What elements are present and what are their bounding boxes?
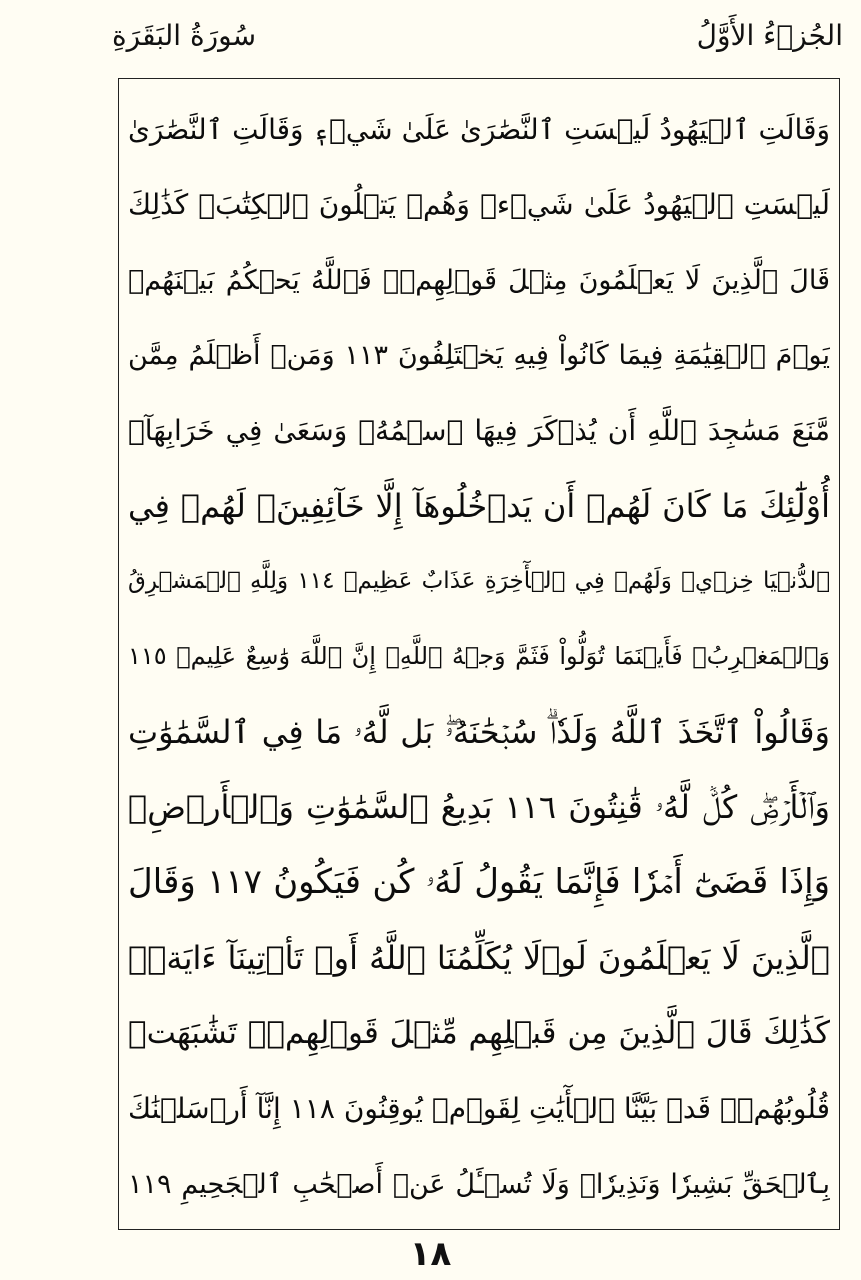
text-line-10: وَٱلۡأَرۡضِۖ كُلّٞ لَّهُۥ قَٰنِتُونَ ١١٦ بَدِيعُ ٱلسَّمَٰوَٰتِ وَٱلۡأَرۡضِۖ	[128, 787, 830, 826]
text-line-13: كَذَٰلِكَ قَالَ ٱلَّذِينَ مِن قَبۡلِهِم مِّثۡلَ قَوۡلِهِمۡۘ تَشَٰبَهَتۡ	[128, 1014, 830, 1051]
page-number: ١٨	[409, 1234, 452, 1274]
text-line-1: وَقَالَتِ ٱلۡيَهُودُ لَيۡسَتِ ٱلنَّصَٰرَىٰ عَلَىٰ شَيۡءٖ وَقَالَتِ ٱلنَّصَٰرَىٰ	[128, 113, 830, 146]
text-line-12: ٱلَّذِينَ لَا يَعۡلَمُونَ لَوۡلَا يُكَلِّمُنَا ٱللَّهُ أَوۡ تَأۡتِينَآ ءَايَةٞۗ	[128, 938, 830, 977]
text-line-5: مَّنَعَ مَسَٰجِدَ ٱللَّهِ أَن يُذۡكَرَ فِيهَا ٱسۡمُهُۥ وَسَعَىٰ فِي خَرَابِهَآۚ	[128, 414, 830, 448]
text-line-7: ٱلدُّنۡيَا خِزۡيٞ وَلَهُمۡ فِي ٱلۡأٓخِرَةِ عَذَابٌ عَظِيمٞ ١١٤ وَلِلَّهِ ٱلۡمَشۡرِقُ	[128, 567, 830, 594]
text-line-9: وَقَالُواْ ٱتَّخَذَ ٱللَّهُ وَلَدٗاۗ سُبۡحَٰنَهُۥۖ بَل لَّهُۥ مَا فِي ٱلسَّمَٰوَٰتِ	[128, 712, 830, 751]
text-line-14: قُلُوبُهُمۡۗ قَدۡ بَيَّنَّا ٱلۡأٓيَٰتِ لِقَوۡمٖ يُوقِنُونَ ١١٨ إِنَّآ أَرۡسَلۡنَٰكَ	[128, 1092, 830, 1126]
text-line-3: قَالَ ٱلَّذِينَ لَا يَعۡلَمُونَ مِثۡلَ قَوۡلِهِمۡۚ فَٱللَّهُ يَحۡكُمُ بَيۡنَهُمۡ	[128, 264, 830, 296]
text-line-15: بِٱلۡحَقِّ بَشِيرٗا وَنَذِيرٗاۖ وَلَا تُسۡـَٔلُ عَنۡ أَصۡحَٰبِ ٱلۡجَحِيمِ ١١٩	[128, 1168, 830, 1200]
text-line-8: وَٱلۡمَغۡرِبُۚ فَأَيۡنَمَا تُوَلُّواْ فَثَمَّ وَجۡهُ ٱللَّهِۚ إِنَّ ٱللَّهَ وَٰسِعٌ عَلِيمٞ ١١٥	[128, 642, 830, 671]
text-line-11: وَإِذَا قَضَىٰٓ أَمۡرٗا فَإِنَّمَا يَقُولُ لَهُۥ كُن فَيَكُونُ ١١٧ وَقَالَ	[128, 862, 830, 903]
quran-text	[128, 92, 830, 1222]
text-line-2: لَيۡسَتِ ٱلۡيَهُودُ عَلَىٰ شَيۡءٖ وَهُمۡ يَتۡلُونَ ٱلۡكِتَٰبَۗ كَذَٰلِكَ	[128, 188, 830, 222]
surah-name: سُورَةُ البَقَرَةِ	[112, 19, 257, 52]
juz-name: الجُزۡءُ الأَوَّلُ	[696, 19, 843, 52]
text-line-6: أُوْلَٰٓئِكَ مَا كَانَ لَهُمۡ أَن يَدۡخُلُوهَآ إِلَّا خَآئِفِينَۚ لَهُمۡ فِي	[128, 486, 830, 525]
text-line-4: يَوۡمَ ٱلۡقِيَٰمَةِ فِيمَا كَانُواْ فِيهِ يَخۡتَلِفُونَ ١١٣ وَمَنۡ أَظۡلَمُ مِمَّن	[128, 339, 830, 371]
